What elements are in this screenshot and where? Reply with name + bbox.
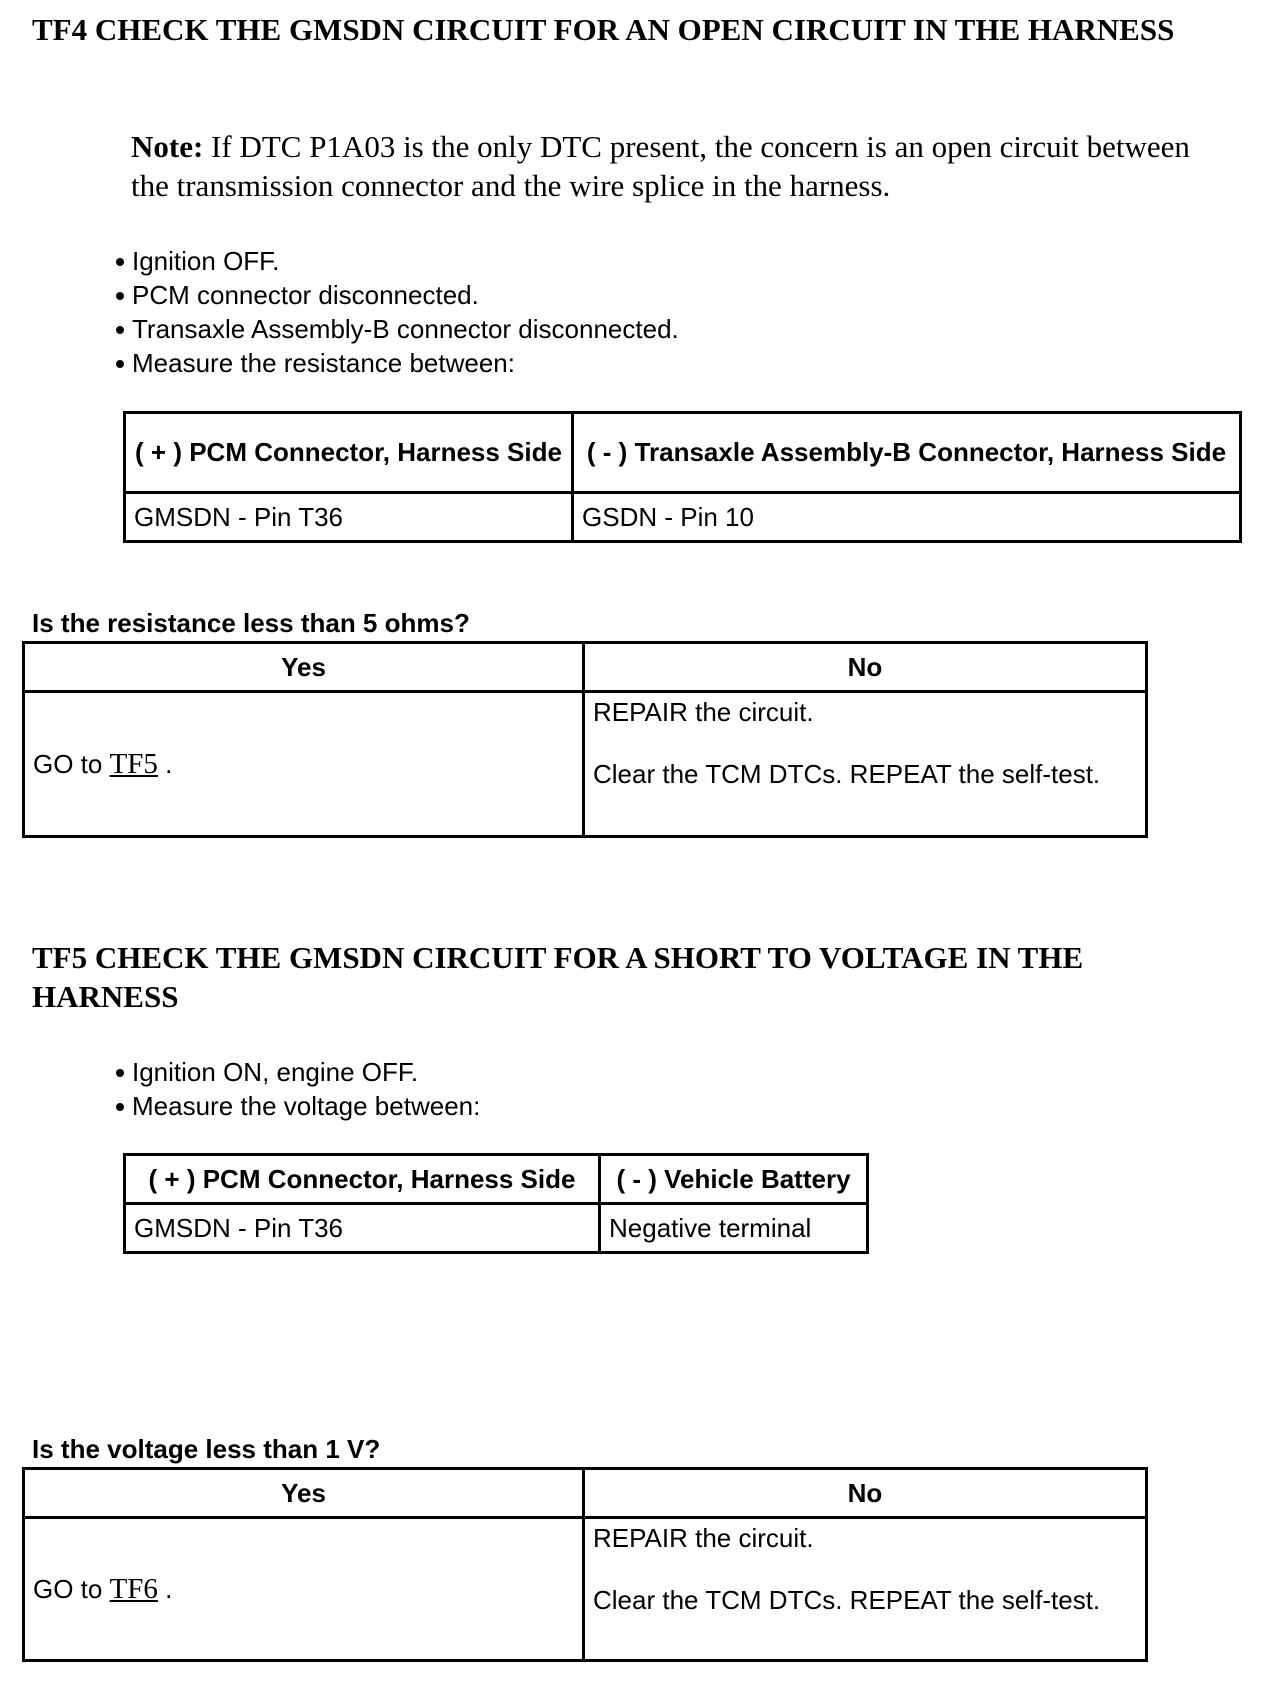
tf5-voltage-table [123, 1153, 869, 1254]
yes-prefix: GO to [33, 748, 110, 779]
yes-suffix: . [157, 748, 173, 779]
table-header: ( - ) Transaxle Assembly-B Connector, Harness Side [573, 413, 1241, 493]
table-cell: Negative terminal [600, 1204, 868, 1253]
tf4-resistance-table [123, 411, 1242, 543]
table-cell: GMSDN - Pin T36 [125, 493, 573, 542]
no-cell [584, 692, 1147, 837]
table-cell: GSDN - Pin 10 [573, 493, 1241, 542]
tf4-question: Is the resistance less than 5 ohms? [32, 608, 470, 638]
step-item: Measure the voltage between: [112, 1089, 480, 1123]
tf4-note [131, 127, 1231, 205]
note-label: Note: [131, 129, 204, 164]
tf6-link[interactable]: TF6 [109, 1572, 158, 1605]
no-line-2: Clear the TCM DTCs. REPEAT the self-test. [593, 1585, 1101, 1615]
no-line-1: REPAIR the circuit. [593, 1523, 814, 1553]
step-item: Ignition ON, engine OFF. [112, 1055, 480, 1089]
tf5-steps [112, 1055, 480, 1123]
yes-suffix: . [157, 1573, 173, 1604]
table-cell: GMSDN - Pin T36 [125, 1204, 600, 1253]
tf5-link[interactable]: TF5 [109, 747, 158, 780]
tf5-question: Is the voltage less than 1 V? [32, 1434, 381, 1464]
note-text: If DTC P1A03 is the only DTC present, the concern is an open circuit between the transmission connector and the wire splice in the harness. [131, 129, 1190, 203]
step-item: Measure the resistance between: [112, 346, 679, 380]
yes-header: Yes [24, 1469, 584, 1518]
no-header: No [584, 643, 1147, 692]
tf4-steps [112, 244, 679, 380]
table-header: ( + ) PCM Connector, Harness Side [125, 1155, 600, 1204]
yes-cell [24, 1518, 584, 1661]
no-line-2: Clear the TCM DTCs. REPEAT the self-test. [593, 759, 1101, 789]
step-item: Transaxle Assembly-B connector disconnected. [112, 312, 679, 346]
no-header: No [584, 1469, 1147, 1518]
no-cell [584, 1518, 1147, 1661]
yes-cell [24, 692, 584, 837]
step-item: PCM connector disconnected. [112, 278, 679, 312]
step-item: Ignition OFF. [112, 244, 679, 278]
table-header: ( - ) Vehicle Battery [600, 1155, 868, 1204]
yes-header: Yes [24, 643, 584, 692]
tf4-answer-table [22, 641, 1148, 838]
tf4-heading: TF4 CHECK THE GMSDN CIRCUIT FOR AN OPEN CIRCUIT IN THE HARNESS [32, 12, 1175, 47]
tf5-answer-table [22, 1467, 1148, 1662]
tf5-heading: TF5 CHECK THE GMSDN CIRCUIT FOR A SHORT TO VOLTAGE IN THE HARNESS [32, 940, 1084, 1014]
no-line-1: REPAIR the circuit. [593, 697, 814, 727]
table-header: ( + ) PCM Connector, Harness Side [125, 413, 573, 493]
yes-prefix: GO to [33, 1573, 110, 1604]
